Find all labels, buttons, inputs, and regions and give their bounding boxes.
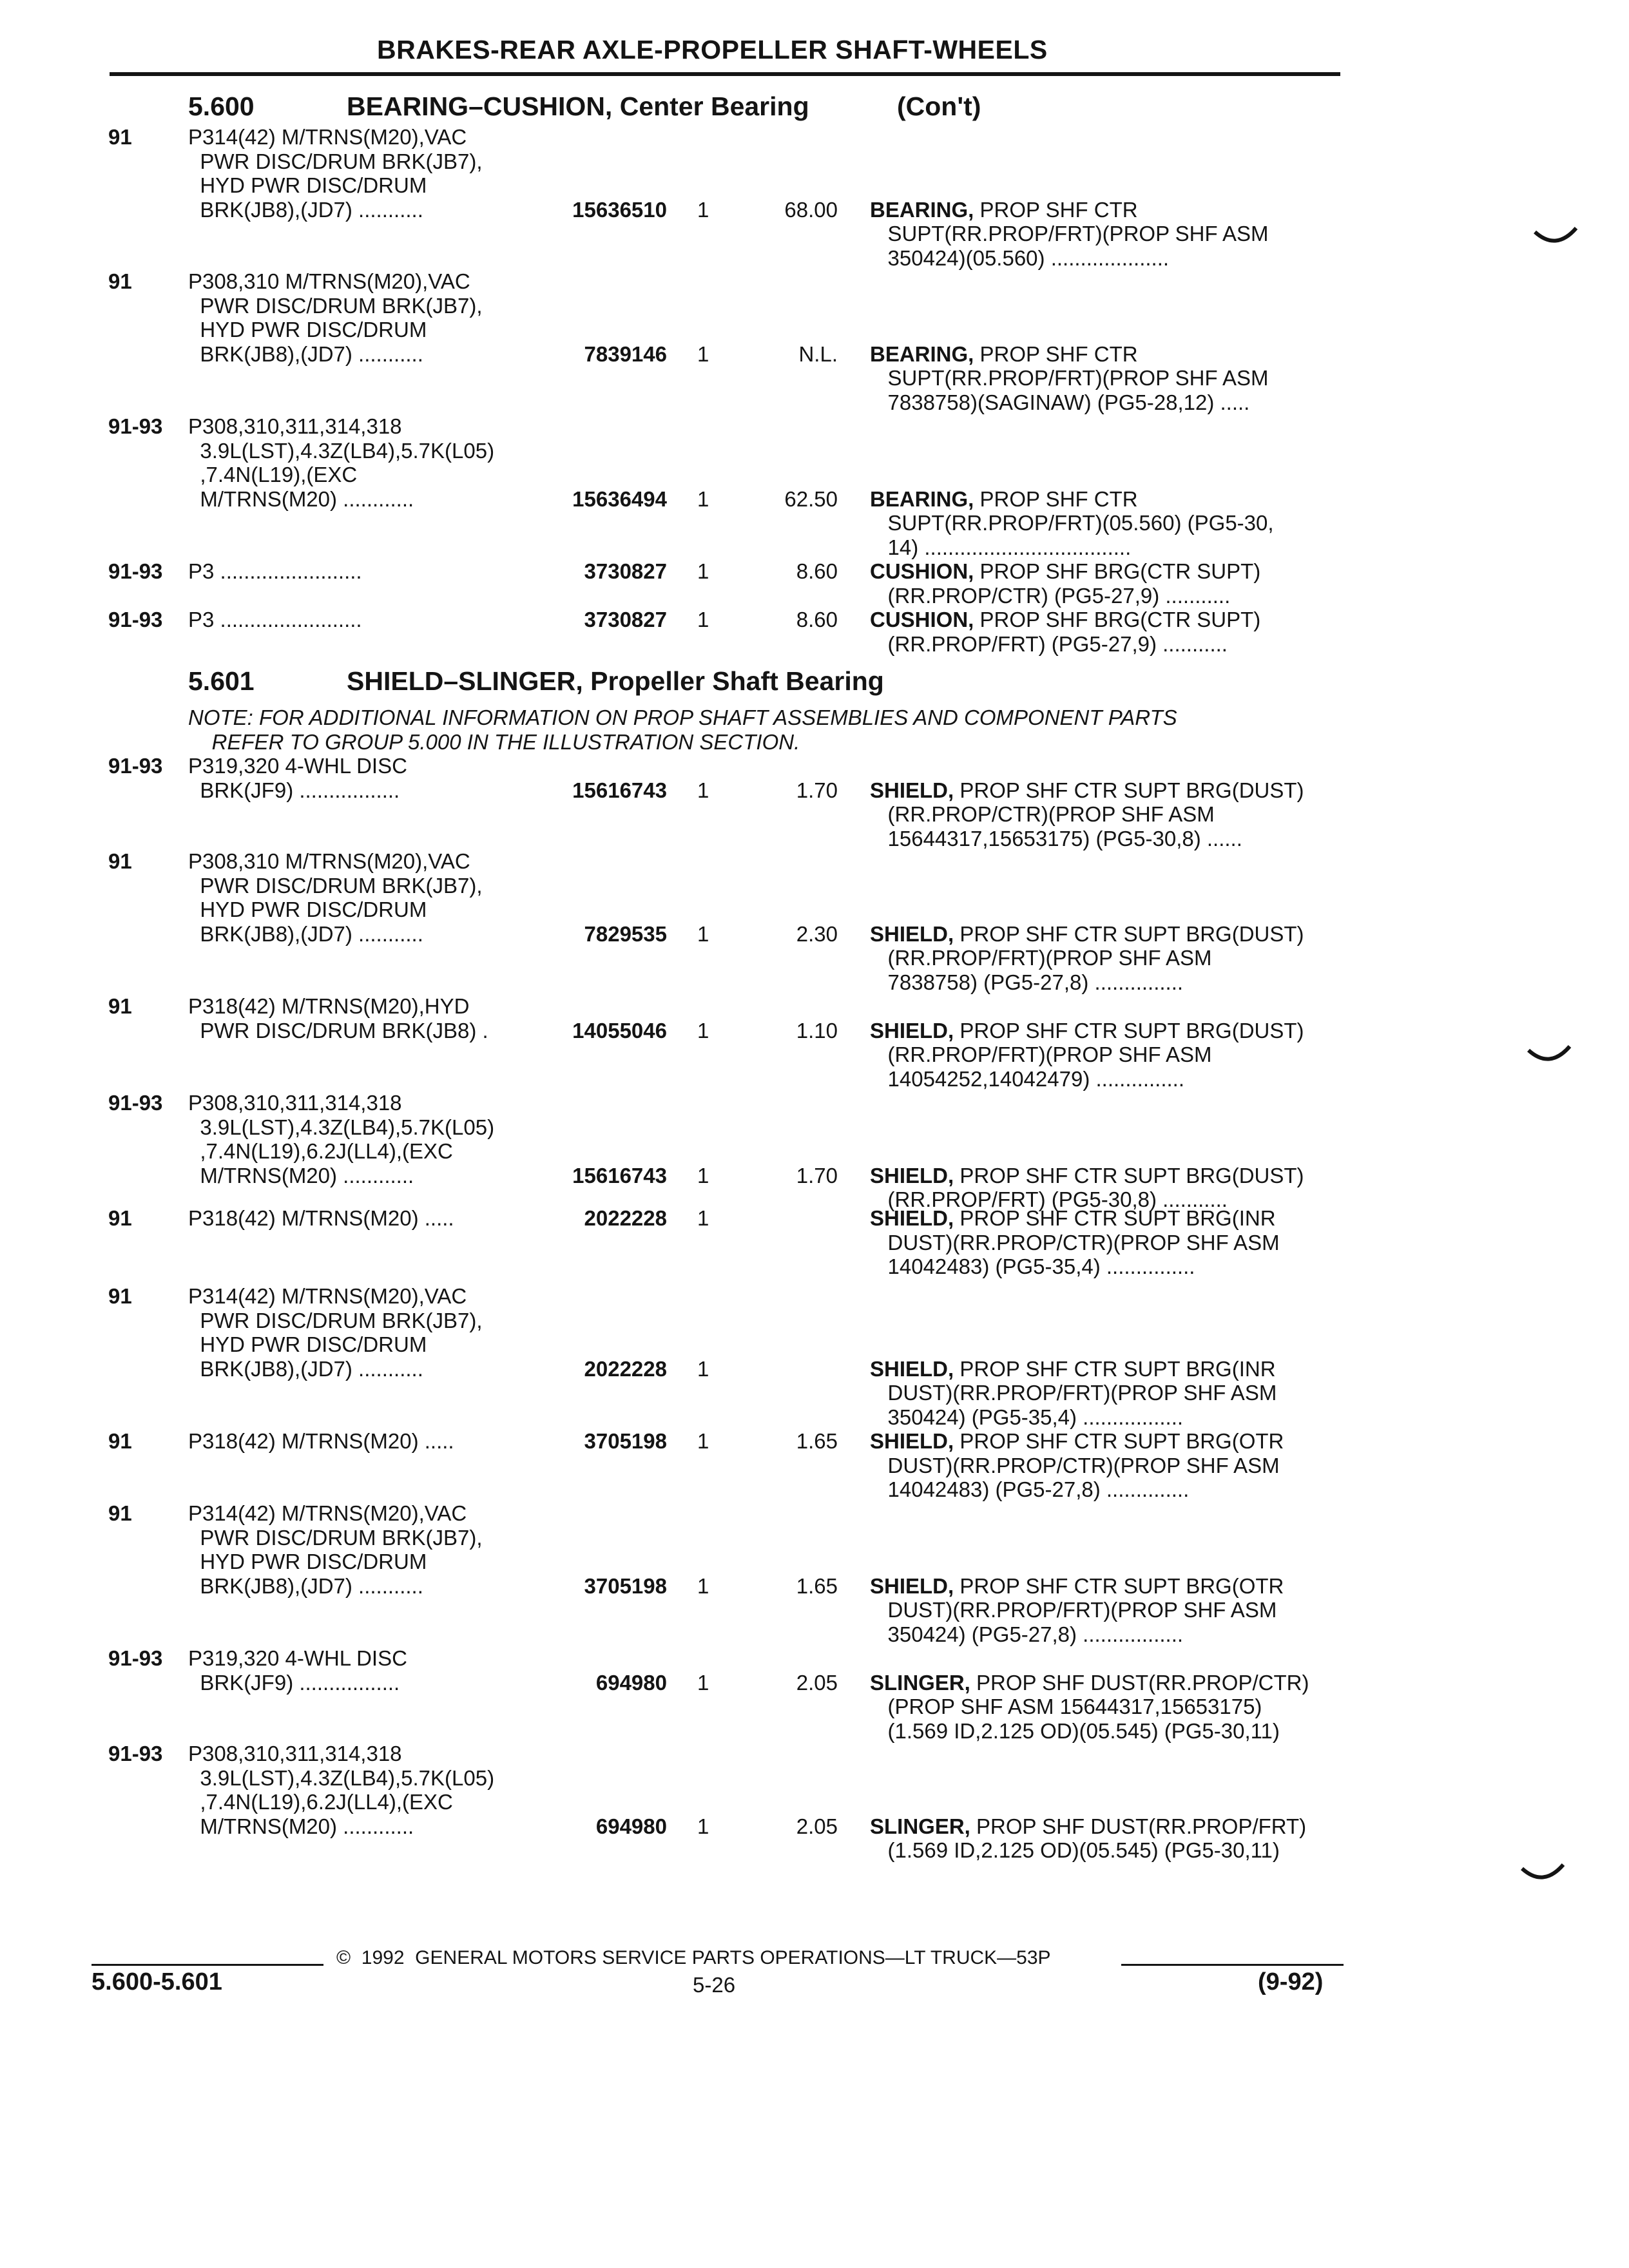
row-application-line: P318(42) M/TRNS(M20),HYD: [188, 994, 470, 1018]
row-price: 1.65: [796, 1573, 838, 1598]
row-description-name: BEARING,: [870, 486, 974, 511]
row-application-line: P308,310 M/TRNS(M20),VAC: [188, 849, 470, 873]
row-description-text: PROP SHF DUST(RR.PROP/FRT): [976, 1814, 1307, 1838]
row-description-text: PROP SHF CTR SUPT BRG(DUST): [959, 1163, 1304, 1187]
footer-section-range: 5.600-5.601: [92, 1968, 222, 1995]
row-description-line: [870, 487, 1138, 512]
row-description-line: (RR.PROP/FRT)(PROP SHF ASM: [870, 946, 1212, 970]
row-quantity: 1: [697, 1573, 709, 1598]
row-year: 91: [108, 1284, 132, 1308]
row-quantity: 1: [697, 1206, 709, 1230]
row-year: 91: [108, 125, 132, 149]
row-year: 91-93: [108, 1646, 163, 1670]
row-description-line: 15644317,15653175) (PG5-30,8) ......: [870, 826, 1242, 850]
row-price: 1.70: [796, 1163, 838, 1187]
row-description-line: (RR.PROP/CTR)(PROP SHF ASM: [870, 802, 1215, 826]
row-application-line: P308,310,311,314,318: [188, 1091, 402, 1115]
row-application-line: ,7.4N(L19),(EXC: [188, 463, 358, 486]
row-description-line: 7838758)(SAGINAW) (PG5-28,12) .....: [870, 390, 1250, 414]
row-application-line: P308,310,311,314,318: [188, 414, 402, 438]
margin-mark-3: [1521, 1862, 1566, 1888]
row-part-number: 15636510: [572, 197, 667, 222]
row-description-name: BEARING,: [870, 197, 974, 222]
row-application-line: M/TRNS(M20) ............: [188, 1163, 414, 1187]
row-quantity: 1: [697, 341, 709, 366]
row-part-number: 694980: [595, 1670, 667, 1695]
margin-mark-2: [1527, 1044, 1572, 1070]
row-application-line: ,7.4N(L19),6.2J(LL4),(EXC: [188, 1139, 453, 1163]
row-description-text: PROP SHF CTR SUPT BRG(DUST): [959, 778, 1304, 802]
row-description-line: [870, 922, 1304, 947]
row-part-number: 2022228: [584, 1206, 667, 1230]
row-application-line: 3.9L(LST),4.3Z(LB4),5.7K(L05): [188, 438, 495, 463]
row-application-line: BRK(JB8),(JD7) ...........: [188, 1573, 423, 1598]
row-application-line: BRK(JB8),(JD7) ...........: [188, 197, 423, 222]
row-description-line: (RR.PROP/FRT)(PROP SHF ASM: [870, 1043, 1212, 1066]
row-application-line: BRK(JB8),(JD7) ...........: [188, 341, 423, 366]
row-application-line: 3.9L(LST),4.3Z(LB4),5.7K(L05): [188, 1765, 495, 1790]
row-application-line: M/TRNS(M20) ............: [188, 486, 414, 511]
row-description-text: PROP SHF CTR: [979, 486, 1138, 511]
row-description-line: (PROP SHF ASM 15644317,15653175): [870, 1695, 1262, 1718]
row-application-line: HYD PWR DISC/DRUM: [188, 1550, 427, 1573]
section-number: 5.601: [188, 666, 255, 696]
row-application-line: BRK(JB8),(JD7) ...........: [188, 921, 423, 946]
row-application-line: P308,310,311,314,318: [188, 1742, 402, 1765]
row-description-line: 14042483) (PG5-27,8) ..............: [870, 1477, 1190, 1501]
row-description-name: CUSHION,: [870, 559, 974, 583]
row-description-text: PROP SHF CTR SUPT BRG(INR: [959, 1356, 1276, 1381]
section-title: BEARING–CUSHION, Center Bearing: [347, 91, 809, 121]
row-description-line: [870, 1429, 1284, 1454]
section-suffix: (Con't): [897, 91, 981, 121]
row-price: 62.50: [784, 486, 838, 511]
row-price: 8.60: [796, 559, 838, 583]
row-description-name: SHIELD,: [870, 1018, 954, 1043]
row-part-number: 7829535: [584, 921, 667, 946]
row-description-line: 14) ...................................: [870, 535, 1132, 559]
row-application-line: BRK(JF9) .................: [188, 778, 400, 802]
row-description-name: SHIELD,: [870, 778, 954, 802]
row-price: N.L.: [798, 341, 838, 366]
row-part-number: 15616743: [572, 778, 667, 802]
row-application-line: BRK(JF9) .................: [188, 1670, 400, 1695]
header-rule: [110, 72, 1340, 76]
footer-rule-right: [1121, 1964, 1344, 1966]
row-application-line: P318(42) M/TRNS(M20) .....: [188, 1429, 454, 1453]
row-description-text: PROP SHF CTR SUPT BRG(OTR: [959, 1573, 1284, 1598]
row-application-line: PWR DISC/DRUM BRK(JB7),: [188, 1308, 483, 1332]
row-description-line: SUPT(RR.PROP/FRT)(05.560) (PG5-30,: [870, 511, 1274, 535]
row-description-line: [870, 1164, 1304, 1188]
row-quantity: 1: [697, 1814, 709, 1838]
row-application-line: HYD PWR DISC/DRUM: [188, 1332, 427, 1356]
row-application-line: P319,320 4-WHL DISC: [188, 754, 407, 778]
row-application-line: PWR DISC/DRUM BRK(JB7),: [188, 149, 483, 173]
row-description-text: PROP SHF BRG(CTR SUPT): [979, 559, 1261, 583]
row-application-line: PWR DISC/DRUM BRK(JB7),: [188, 293, 483, 318]
row-description-line: [870, 1206, 1276, 1231]
row-application-line: P3 ........................: [188, 608, 362, 631]
row-description-line: 350424) (PG5-27,8) .................: [870, 1622, 1184, 1646]
row-application-line: ,7.4N(L19),6.2J(LL4),(EXC: [188, 1790, 453, 1814]
row-part-number: 7839146: [584, 341, 667, 366]
row-description-name: SHIELD,: [870, 1206, 954, 1230]
row-description-line: [870, 608, 1260, 632]
row-quantity: 1: [697, 1163, 709, 1187]
row-description-line: DUST)(RR.PROP/FRT)(PROP SHF ASM: [870, 1381, 1277, 1405]
row-year: 91: [108, 269, 132, 293]
row-price: 2.30: [796, 921, 838, 946]
row-description-line: DUST)(RR.PROP/CTR)(PROP SHF ASM: [870, 1230, 1280, 1254]
row-year: 91: [108, 849, 132, 873]
row-year: 91: [108, 994, 132, 1018]
row-description-line: [870, 559, 1260, 584]
row-description-text: PROP SHF CTR SUPT BRG(DUST): [959, 921, 1304, 946]
row-description-text: PROP SHF CTR SUPT BRG(INR: [959, 1206, 1276, 1230]
row-application-line: PWR DISC/DRUM BRK(JB7),: [188, 1525, 483, 1550]
row-quantity: 1: [697, 921, 709, 946]
footer-rule-left: [92, 1964, 323, 1966]
row-description-name: SLINGER,: [870, 1814, 970, 1838]
row-price: 2.05: [796, 1814, 838, 1838]
section-note-line: NOTE: FOR ADDITIONAL INFORMATION ON PROP SHAFT ASSEMBLIES AND COMPONENT PARTS: [188, 706, 1177, 729]
row-description-name: CUSHION,: [870, 608, 974, 631]
row-quantity: 1: [697, 1670, 709, 1695]
row-application-line: PWR DISC/DRUM BRK(JB7),: [188, 873, 483, 898]
row-description-name: SLINGER,: [870, 1670, 970, 1695]
row-price: 2.05: [796, 1670, 838, 1695]
row-quantity: 1: [697, 197, 709, 222]
row-part-number: 2022228: [584, 1356, 667, 1381]
row-description-line: [870, 1357, 1276, 1381]
row-part-number: 3730827: [584, 559, 667, 583]
row-quantity: 1: [697, 608, 709, 631]
row-description-line: 350424) (PG5-35,4) .................: [870, 1405, 1184, 1429]
row-year: 91-93: [108, 559, 163, 583]
row-description-line: (1.569 ID,2.125 OD)(05.545) (PG5-30,11): [870, 1718, 1280, 1743]
row-application-line: P3 ........................: [188, 559, 362, 583]
section-note-line: REFER TO GROUP 5.000 IN THE ILLUSTRATION SECTION.: [188, 729, 800, 754]
row-application-line: HYD PWR DISC/DRUM: [188, 318, 427, 341]
row-quantity: 1: [697, 1356, 709, 1381]
footer-date-code: (9-92): [1258, 1968, 1324, 1995]
row-price: 8.60: [796, 608, 838, 631]
section-title: SHIELD–SLINGER, Propeller Shaft Bearing: [347, 666, 884, 696]
row-description-line: 350424)(05.560) ....................: [870, 245, 1170, 270]
row-year: 91-93: [108, 414, 163, 438]
row-year: 91-93: [108, 608, 163, 631]
row-description-line: [870, 1814, 1306, 1839]
row-application-line: P314(42) M/TRNS(M20),VAC: [188, 1284, 467, 1308]
row-description-line: 7838758) (PG5-27,8) ...............: [870, 970, 1184, 994]
row-year: 91-93: [108, 754, 163, 778]
row-description-line: DUST)(RR.PROP/CTR)(PROP SHF ASM: [870, 1453, 1280, 1477]
row-quantity: 1: [697, 486, 709, 511]
row-application-line: 3.9L(LST),4.3Z(LB4),5.7K(L05): [188, 1115, 495, 1139]
row-description-name: SHIELD,: [870, 921, 954, 946]
row-description-line: [870, 342, 1138, 367]
row-application-line: HYD PWR DISC/DRUM: [188, 173, 427, 197]
row-price: 1.70: [796, 778, 838, 802]
row-part-number: 3730827: [584, 608, 667, 631]
row-description-line: [870, 1019, 1304, 1043]
row-quantity: 1: [697, 1429, 709, 1453]
row-application-line: P318(42) M/TRNS(M20) .....: [188, 1206, 454, 1230]
row-description-text: PROP SHF BRG(CTR SUPT): [979, 608, 1261, 631]
row-description-text: PROP SHF DUST(RR.PROP/CTR): [976, 1670, 1309, 1695]
row-part-number: 3705198: [584, 1429, 667, 1453]
row-description-line: [870, 1671, 1309, 1695]
row-description-line: DUST)(RR.PROP/FRT)(PROP SHF ASM: [870, 1598, 1277, 1622]
row-application-line: P314(42) M/TRNS(M20),VAC: [188, 1501, 467, 1525]
row-quantity: 1: [697, 559, 709, 583]
row-part-number: 3705198: [584, 1573, 667, 1598]
row-year: 91: [108, 1206, 132, 1230]
row-description-line: (RR.PROP/CTR) (PG5-27,9) ...........: [870, 583, 1231, 608]
footer-page-number: 5-26: [693, 1973, 736, 1997]
margin-mark-1: [1534, 226, 1579, 251]
row-description-line: (RR.PROP/FRT) (PG5-30,8) ...........: [870, 1187, 1228, 1211]
row-description-line: [870, 1574, 1284, 1599]
row-description-name: BEARING,: [870, 341, 974, 366]
row-description-line: (RR.PROP/FRT) (PG5-27,9) ...........: [870, 631, 1228, 656]
row-price: 1.65: [796, 1429, 838, 1453]
row-description-line: SUPT(RR.PROP/FRT)(PROP SHF ASM: [870, 222, 1269, 245]
row-description-line: [870, 198, 1138, 222]
row-part-number: 14055046: [572, 1018, 667, 1043]
row-year: 91: [108, 1501, 132, 1525]
row-year: 91-93: [108, 1742, 163, 1765]
row-part-number: 694980: [595, 1814, 667, 1838]
row-description-line: 14042483) (PG5-35,4) ...............: [870, 1254, 1195, 1278]
row-application-line: PWR DISC/DRUM BRK(JB8) .: [188, 1018, 488, 1043]
row-part-number: 15636494: [572, 486, 667, 511]
row-description-name: SHIELD,: [870, 1356, 954, 1381]
row-description-text: PROP SHF CTR SUPT BRG(DUST): [959, 1018, 1304, 1043]
row-application-line: P314(42) M/TRNS(M20),VAC: [188, 125, 467, 149]
row-application-line: P308,310 M/TRNS(M20),VAC: [188, 269, 470, 293]
row-description-line: (1.569 ID,2.125 OD)(05.545) (PG5-30,11): [870, 1838, 1280, 1862]
row-quantity: 1: [697, 778, 709, 802]
row-application-line: M/TRNS(M20) ............: [188, 1814, 414, 1838]
row-description-line: 14054252,14042479) ...............: [870, 1066, 1185, 1091]
row-year: 91: [108, 1429, 132, 1453]
footer-copyright: © 1992 GENERAL MOTORS SERVICE PARTS OPERATIONS—LT TRUCK—53P: [336, 1947, 1051, 1968]
row-description-text: PROP SHF CTR: [979, 197, 1138, 222]
row-application-line: HYD PWR DISC/DRUM: [188, 898, 427, 921]
row-part-number: 15616743: [572, 1163, 667, 1187]
row-description-text: PROP SHF CTR SUPT BRG(OTR: [959, 1429, 1284, 1453]
row-year: 91-93: [108, 1091, 163, 1115]
row-description-name: SHIELD,: [870, 1573, 954, 1598]
row-application-line: BRK(JB8),(JD7) ...........: [188, 1356, 423, 1381]
row-price: 68.00: [784, 197, 838, 222]
page-header-title: BRAKES-REAR AXLE-PROPELLER SHAFT-WHEELS: [377, 35, 1048, 64]
row-description-line: SUPT(RR.PROP/FRT)(PROP SHF ASM: [870, 366, 1269, 390]
row-description-line: [870, 778, 1304, 803]
row-quantity: 1: [697, 1018, 709, 1043]
section-number: 5.600: [188, 91, 255, 121]
row-description-text: PROP SHF CTR: [979, 341, 1138, 366]
row-price: 1.10: [796, 1018, 838, 1043]
row-application-line: P319,320 4-WHL DISC: [188, 1646, 407, 1670]
row-description-name: SHIELD,: [870, 1429, 954, 1453]
row-description-name: SHIELD,: [870, 1163, 954, 1187]
